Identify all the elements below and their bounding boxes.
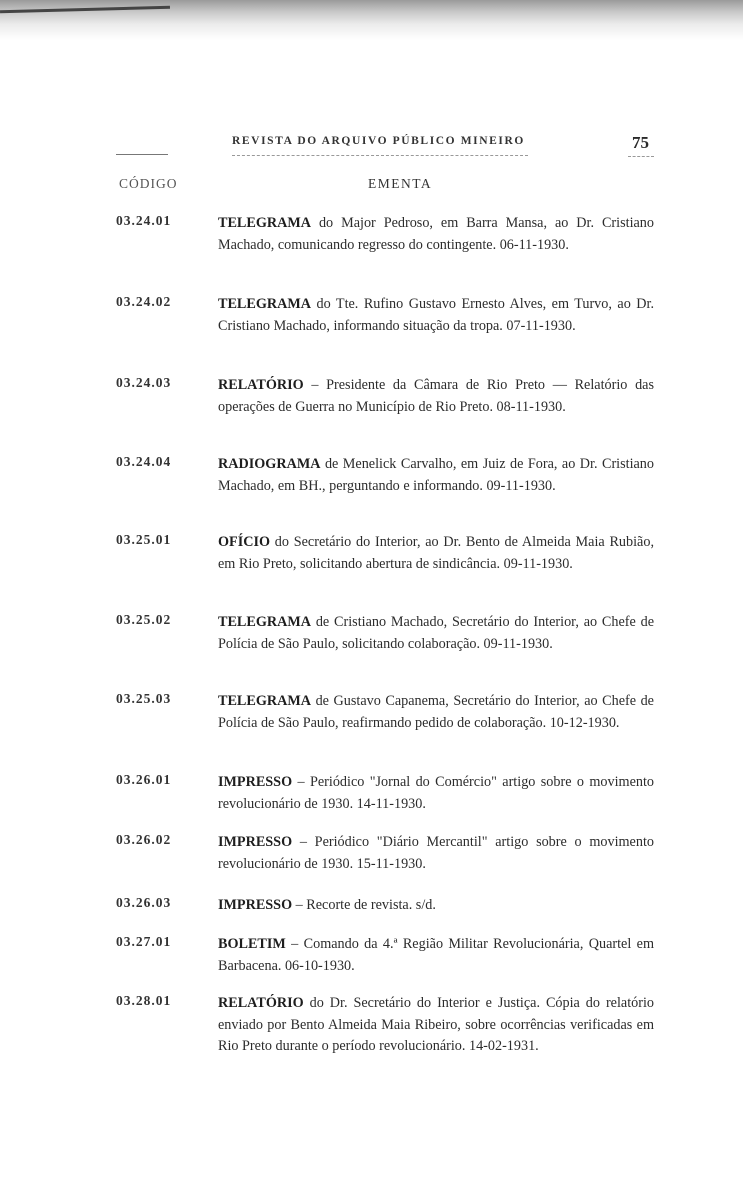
entry-text: do Tte. Rufino Gustavo Ernesto Alves, em Turvo, ao Dr. Cristiano Machado, informando situação da tropa. 07-11-1930. [218, 296, 654, 334]
entry-code: 03.26.03 [116, 895, 172, 910]
entry-document-type: RELATÓRIO [218, 377, 304, 393]
entry-code: 03.25.03 [116, 691, 172, 706]
entry-text: – Presidente da Câmara de Rio Preto — Relatório das operações de Guerra no Município de Rio Preto. 08-11-1930. [218, 377, 654, 415]
entry-text: – Periódico "Diário Mercantil" artigo sobre o movimento revolucionário de 1930. 15-11-1930. [218, 834, 654, 872]
entry-text: – Periódico "Jornal do Comércio" artigo sobre o movimento revolucionário de 1930. 14-11-1930. [218, 774, 654, 812]
entry-description [218, 691, 654, 734]
entry-document-type: IMPRESSO [218, 834, 293, 850]
entry-description [218, 772, 654, 815]
entry-code: 03.28.01 [116, 993, 172, 1008]
entry-description [218, 213, 654, 256]
entry-code: 03.25.02 [116, 612, 172, 627]
entry-description [218, 993, 654, 1058]
entry-document-type: RELATÓRIO [218, 995, 304, 1011]
entry-description [218, 532, 654, 575]
entry-code: 03.24.02 [116, 294, 172, 309]
entry-document-type: RADIOGRAMA [218, 456, 321, 472]
page-number: 75 [632, 133, 649, 152]
running-header-title: REVISTA DO ARQUIVO PÚBLICO MINEIRO [232, 135, 525, 147]
entry-description [218, 375, 654, 418]
entry-code: 03.25.01 [116, 532, 172, 547]
entry-text: do Dr. Secretário do Interior e Justiça. Cópia do relatório enviado por Bento Almeida Maia Ribeiro, sobre ocorrências verificadas em Rio Preto durante o período revolucionário. 14-02-1931. [218, 995, 654, 1054]
entry-document-type: BOLETIM [218, 936, 286, 952]
entry-text: do Secretário do Interior, ao Dr. Bento de Almeida Maia Rubião, em Rio Preto, solicitando abertura de sindicância. 09-11-1930. [218, 534, 654, 572]
entry-description [218, 832, 654, 875]
entry-document-type: TELEGRAMA [218, 693, 312, 709]
entry-text: – Comando da 4.ª Região Militar Revolucionária, Quartel em Barbacena. 06-10-1930. [218, 936, 654, 974]
entry-description [218, 454, 654, 497]
entry-code: 03.26.02 [116, 832, 172, 847]
entry-code: 03.24.04 [116, 454, 172, 469]
entry-code: 03.27.01 [116, 934, 172, 949]
header-underline [232, 155, 528, 156]
entry-text: de Gustavo Capanema, Secretário do Interior, ao Chefe de Polícia de São Paulo, reafirmando pedido de colaboração. 10-12-1930. [218, 693, 654, 731]
entry-text: de Menelick Carvalho, em Juiz de Fora, ao Dr. Cristiano Machado, em BH., perguntando e informando. 09-11-1930. [218, 456, 654, 494]
entry-text: – Recorte de revista. s/d. [292, 897, 436, 913]
entry-description [218, 294, 654, 337]
header-rule [116, 154, 168, 155]
column-header-summary: EMENTA [368, 176, 433, 191]
entry-code: 03.24.03 [116, 375, 172, 390]
entry-code: 03.26.01 [116, 772, 172, 787]
entry-code: 03.24.01 [116, 213, 172, 228]
entry-description [218, 612, 654, 655]
entry-document-type: TELEGRAMA [218, 614, 312, 630]
entry-text: do Major Pedroso, em Barra Mansa, ao Dr. Cristiano Machado, comunicando regresso do contingente. 06-11-1930. [218, 215, 654, 253]
entry-description [218, 895, 654, 917]
column-header-code: CÓDIGO [119, 176, 178, 191]
entry-description [218, 934, 654, 977]
page-number-underline [628, 156, 654, 157]
entry-document-type: TELEGRAMA [218, 215, 312, 231]
entry-text: de Cristiano Machado, Secretário do Interior, ao Chefe de Polícia de São Paulo, solicitando colaboração. 09-11-1930. [218, 614, 654, 652]
entry-document-type: IMPRESSO [218, 897, 293, 913]
entry-document-type: OFÍCIO [218, 534, 271, 550]
entry-document-type: TELEGRAMA [218, 296, 312, 312]
entry-document-type: IMPRESSO [218, 774, 293, 790]
scanned-page-edge [0, 0, 743, 40]
